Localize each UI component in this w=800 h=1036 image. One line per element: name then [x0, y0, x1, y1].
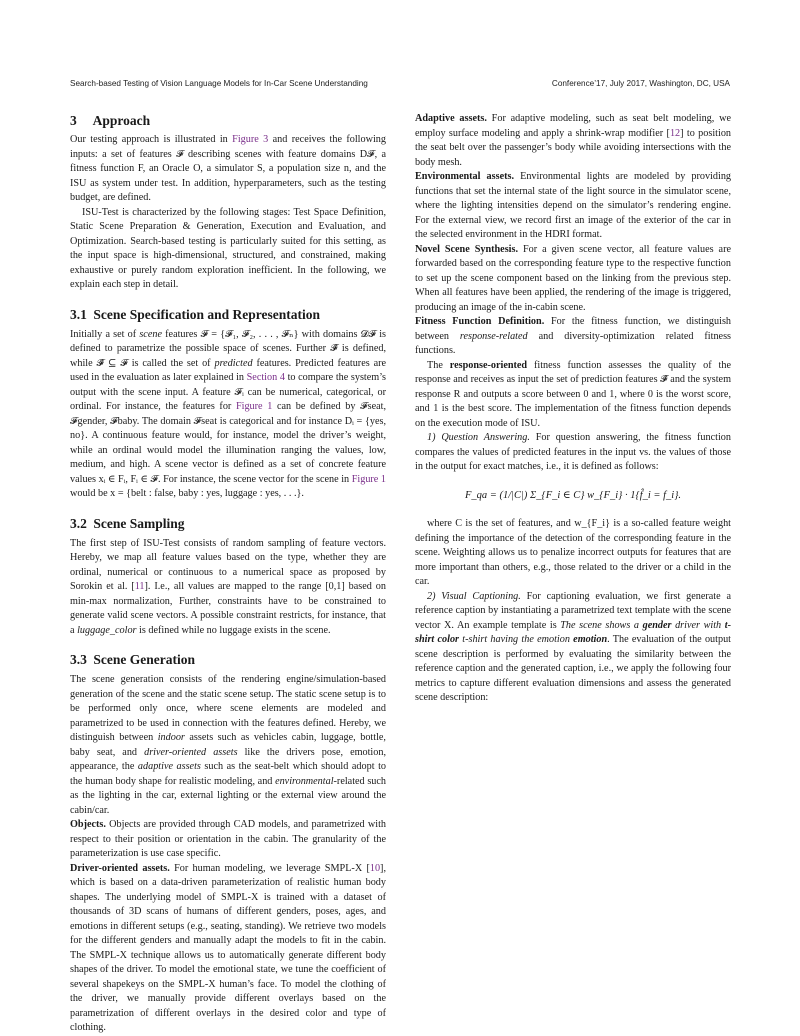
- text: such as the seat-belt which should adopt to the human body shape for realistic modeling, and: [70, 761, 386, 787]
- text: adaptive assets: [137, 761, 201, 772]
- driver-assets-paragraph-start: [70, 862, 386, 1036]
- section-title: Scene Generation: [93, 652, 195, 667]
- text: . The evaluation of the output scene description is performed by evaluating the similarity between the reference caption and the generated caption, i.e., we apply the following four metrics to capture different evaluation dimensions and assess the generated scene description:: [415, 634, 731, 703]
- text: t-shirt having the emotion: [459, 634, 574, 645]
- environmental-assets-paragraph: [415, 170, 731, 243]
- text: For question answering, the fitness function compares the values of predicted features in the input vs. the values of those in the output for exact matches, i.e., it is defined as follows:: [415, 432, 731, 472]
- text: would be x = {belt : false, baby : yes, luggage : yes, . . .}.: [70, 488, 304, 499]
- section-3-1-heading: [70, 306, 386, 323]
- run-in-heading: Adaptive assets.: [415, 113, 487, 124]
- text: is defined while no luggage exists in the scene.: [136, 624, 331, 636]
- objects-paragraph: [70, 818, 386, 862]
- text: gender: [642, 619, 672, 631]
- paragraph-label: 2) Visual Captioning.: [427, 590, 521, 602]
- text: assets such as vehicles cabin, luggage, bottle, baby seat, and: [70, 732, 386, 758]
- equation-explanation-paragraph: where C is the set of features, and w_{F_i} is a so-called feature weight defining the importance of the detection of the corresponding feature in the scene. Weighting allows us to penalize incorrect outputs for features that are more important than others, e.g., those related to the driver or a child in the car.: [415, 518, 731, 587]
- text: -related such as the lighting in the car, external lighting or the external view around the cabin/car.: [70, 775, 386, 816]
- section-number: 3.2: [70, 515, 87, 531]
- running-header: [70, 79, 730, 88]
- text: For a given scene vector, all feature values are forwarded based on the corresponding feature type to the respective function to set up the scene component based on the linking from the previous step. When all features have been applied, the rendering of the image is triggered, producing an image of the in-cabin scene.: [415, 243, 731, 313]
- text: emotion: [573, 634, 608, 645]
- citation-11-link[interactable]: 11: [134, 581, 145, 592]
- section-title: Approach: [92, 113, 151, 128]
- section-title: Scene Sampling: [93, 515, 185, 531]
- section-number: 3.1: [70, 306, 87, 322]
- text: For the fitness function, we distinguish between: [415, 316, 732, 342]
- section-3-3-heading: [70, 651, 386, 668]
- left-column: [70, 112, 386, 1036]
- section-title: Scene Specification and Representation: [93, 306, 320, 322]
- citation-10-link[interactable]: 10: [369, 862, 381, 874]
- section-number: 3.3: [70, 652, 87, 667]
- adaptive-assets-paragraph: [415, 112, 731, 170]
- header-title: Search-based Testing of Vision Language Models for In-Car Scene Understanding: [70, 79, 368, 88]
- text: The scene shows a: [560, 619, 643, 631]
- text: ]. I.e., all values are mapped to the range [0,1] based on min-max normalization, Further, constraints have to be constrained to generate valid scene vectors. A possible constraint restricts, for instance, that a: [70, 581, 386, 636]
- fitness-definition-paragraph: [415, 315, 731, 359]
- figure-3-link[interactable]: Figure 3: [232, 134, 269, 145]
- section-4-link[interactable]: Section 4: [246, 372, 285, 383]
- text: scene: [139, 328, 162, 340]
- section-3-heading: [70, 112, 386, 129]
- text: Objects are provided through CAD models, and parametrized with respect to their position or orientation in the cabin. The granularity of the parameterization is use case specific.: [70, 819, 386, 859]
- right-column: [415, 112, 731, 706]
- text: For captioning evaluation, we first generate a reference caption by instantiating a parametrized text template with the scene vector X. An example template is: [415, 590, 731, 631]
- run-in-heading: Novel Scene Synthesis.: [415, 243, 519, 255]
- text: like the drivers pose, emotion, appearance, the: [70, 746, 387, 772]
- text: For human modeling, we leverage SMPL-X [: [169, 862, 370, 874]
- text: indoor: [157, 732, 185, 743]
- run-in-heading: Environmental assets.: [415, 171, 515, 182]
- section-number: 3: [70, 113, 77, 128]
- text: For adaptive modeling, such as seat belt modeling, we employ surface modeling and apply a shrink-wrap modifier [: [415, 113, 731, 139]
- text: can be defined by 𝓕seat, 𝓕gender, 𝓕baby. The domain 𝓕seat is categorical and for instance Dᵢ = {yes, no}. A continuous feature would, for instance, model the driver’s weight, while an ordinal would model the illumination ranging the values, low, medium, and high. A scene vector is defined as a set of concrete feature values xᵢ ∈ Fᵢ, Fᵢ ∈ 𝓕. For instance, the scene vector for the scene in: [70, 401, 386, 485]
- run-in-heading: Fitness Function Definition.: [415, 316, 545, 327]
- text: features. Predicted features are used in the evaluation as later explained in: [70, 357, 386, 383]
- text: fitness function assesses the quality of the response and receives as input the set of prediction features 𝓕̂ and the system response R and outputs a score between 0 and 1, where 0 is the worst score, and 1 is the best score. The implementation of the fitness function depends on the execution mode of ISU.: [415, 359, 732, 429]
- scene-spec-paragraph: [70, 328, 386, 502]
- text: and receives the following inputs: a set of features 𝓕 describing scenes with feature domains D𝓕, a fitness function F, an Oracle O, a simulator S, a population size n, and the ISU as system under test. In addition, hyperparameters, such as the testing budget, are defined.: [70, 134, 386, 203]
- citation-12-link[interactable]: 12: [669, 127, 681, 139]
- text: Environmental lights are modeled by providing functions that set the internal state of the light source in the simulator scene, where the lighting intensities depend on the simulator’s rendering engine. For the external view, we record first an image of the exterior of the car in the selected environment in the HDRI format.: [415, 171, 732, 240]
- approach-paragraph-1: [70, 133, 386, 206]
- text: luggage_color: [77, 624, 137, 636]
- text: response-related: [459, 330, 528, 342]
- text: ] to position the seat belt over the passenger’s body while avoiding intersections with the body mesh.: [415, 127, 732, 168]
- text: environmental: [275, 775, 334, 787]
- text: ], which is based on a data-driven parameterization of realistic human body shapes. The underlying model of SMPL-X is trained with a dataset of thousands of 3D scans of humans of different genders, poses, ages, and emotions in different setups (e.g., seating, standing). We retrieve two models for the different genders and manually adapt the models to fit in the cabin. The SMPL-X technique allows us to automatically generate different body shapes of the driver. To model the emotional state, we tune the coefficient of several shapekeys on the SMPL-X human’s face. To model the clothing of the driver, we manually provide different overlays based on the parametrization of different overlays in the desired color and type of clothing.: [70, 862, 386, 1033]
- text: Our testing approach is illustrated in: [70, 134, 233, 145]
- text: The: [427, 359, 450, 371]
- text: t-shirt color: [415, 619, 731, 645]
- run-in-heading: Objects.: [70, 819, 106, 830]
- paragraph-label: 1) Question Answering.: [427, 432, 530, 443]
- text: response-oriented: [449, 359, 528, 371]
- fitness-equation: F_qa = (1/|C|) Σ_{F_i ∈ C} w_{F_i} · 1{f̂_i = f_i}.: [464, 489, 682, 501]
- text: predicted: [214, 357, 253, 369]
- text: Initially a set of: [70, 328, 140, 340]
- novel-synthesis-paragraph: [415, 243, 731, 316]
- run-in-heading: Driver-oriented assets.: [70, 862, 170, 874]
- scene-generation-paragraph: [70, 673, 386, 818]
- approach-paragraph-2: ISU-Test is characterized by the following stages: Test Space Definition, Static Scene Preparation & Generation, Execution and Evaluation, and Optimization. Search-based testing is particularly suited for this setting, as the input space is high-dimensional, structured, and constrained, making exhaustive or purely random exploration inefficient. In the following, we explain each step in detail.: [70, 206, 386, 290]
- text: driver with: [671, 619, 725, 631]
- text: to compare the system’s output with the scene input. A feature 𝓕ᵢ can be numerical, categorical, or ordinal. For instance, the features for: [70, 372, 386, 412]
- header-venue: Conference’17, July 2017, Washington, DC, USA: [551, 79, 730, 88]
- text: features 𝓕 = {𝓕₁, 𝓕₂, . . . , 𝓕ₙ} with domains 𝓓𝓕 is defined to parametrize the possible space of scenes. Further 𝓕̂ is defined, while 𝓕̂ ⊆ 𝓕 is called the set of: [70, 328, 386, 369]
- section-3-2-heading: [70, 515, 386, 532]
- text: driver-oriented assets: [144, 746, 238, 758]
- text: The scene generation consists of the rendering engine/simulation-based generation of the scene and the static scene setup. The static scene setup is to be performed only once, where scene elements are modeled and parametrized to be used in connection with the features defined. Hereby, we distinguish between: [70, 674, 386, 743]
- scene-sampling-paragraph: [70, 537, 386, 639]
- text: and diversity-optimization related fitness functions.: [415, 330, 731, 356]
- visual-captioning-paragraph: [415, 590, 731, 706]
- figure-1-link[interactable]: Figure 1: [235, 401, 273, 412]
- figure-1-link[interactable]: Figure 1: [351, 473, 386, 485]
- question-answering-paragraph: [415, 431, 731, 475]
- response-oriented-paragraph: [415, 359, 731, 432]
- text: The first step of ISU-Test consists of random sampling of feature vectors. Hereby, we map all feature values based on the type, whether they are ordinal, numerical or continuous to a numerical space as proposed by Sorokin et al. [: [70, 537, 386, 592]
